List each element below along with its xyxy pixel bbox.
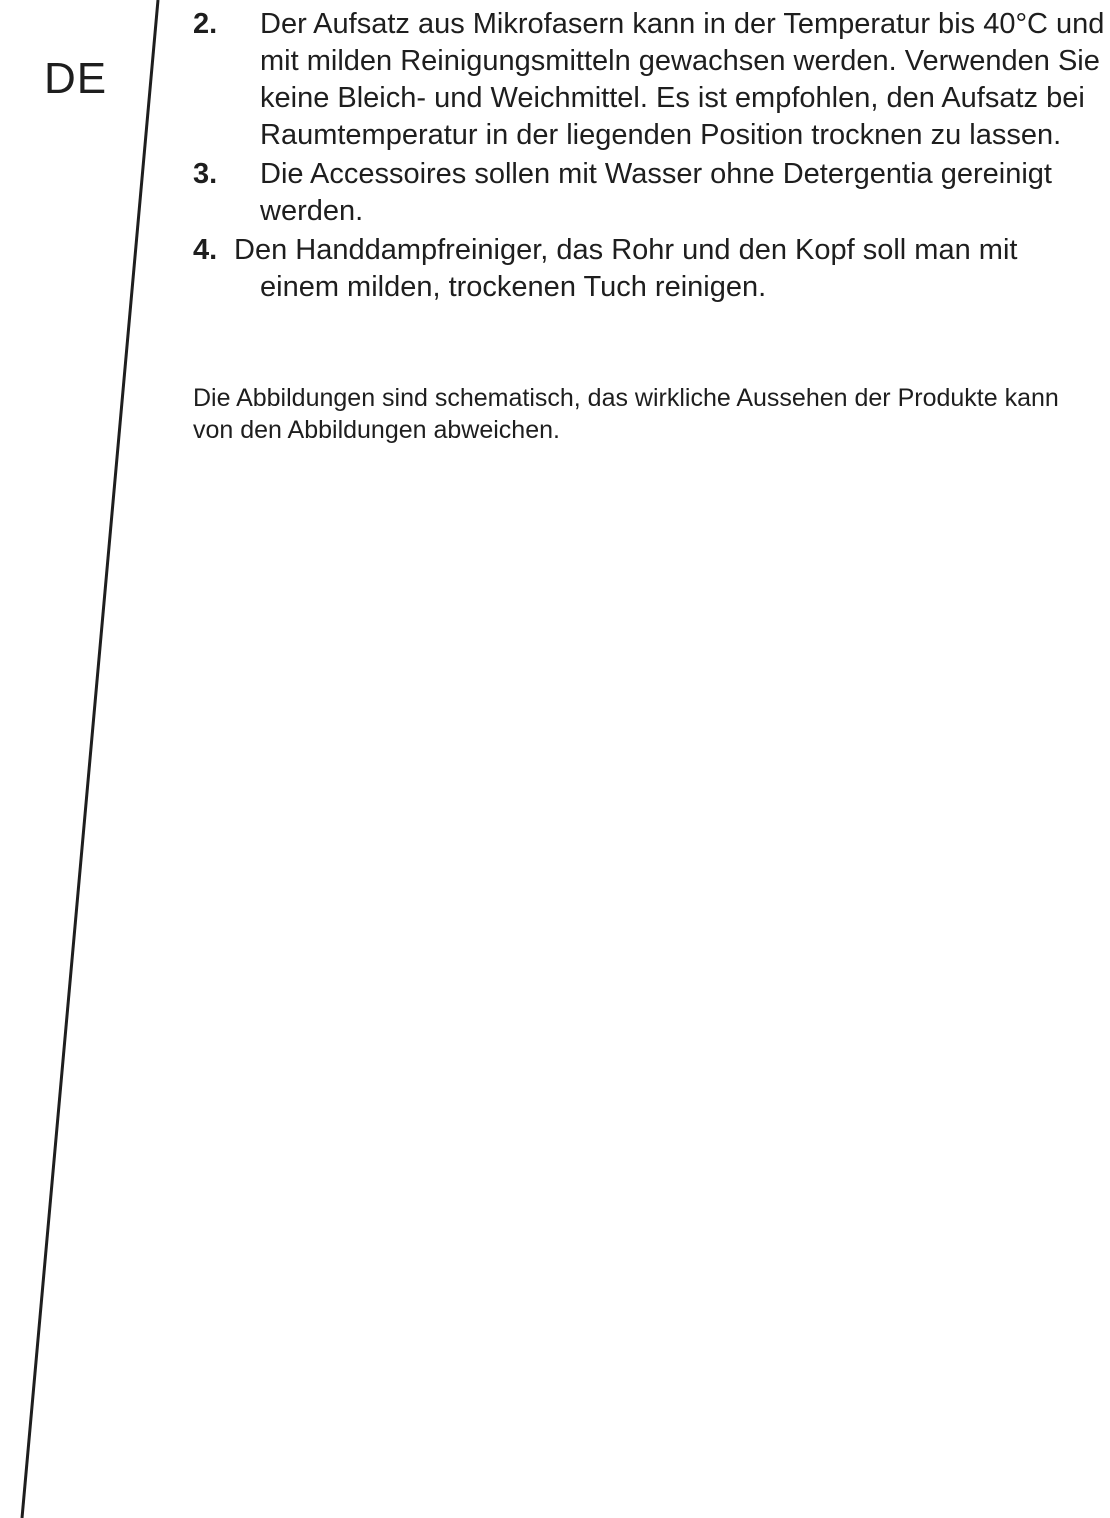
instruction-number: 4. bbox=[193, 234, 218, 266]
diagonal-divider-line bbox=[0, 0, 200, 1518]
instruction-item-3 bbox=[193, 156, 1105, 230]
instruction-number: 2. bbox=[193, 8, 218, 40]
instruction-text-rest: einem milden, trockenen Tuch reinigen. bbox=[260, 271, 767, 303]
instruction-number: 3. bbox=[193, 158, 218, 190]
instruction-text-first-line: Den Handdampfreiniger, das Rohr und den Kopf soll man mit bbox=[234, 234, 1018, 266]
instruction-text: Die Accessoires sollen mit Wasser ohne Detergentia gereinigt werden. bbox=[260, 158, 1052, 227]
instruction-text bbox=[234, 232, 1105, 306]
instruction-item-2 bbox=[193, 6, 1105, 154]
cleaning-instructions-list bbox=[193, 6, 1105, 308]
illustration-disclaimer: Die Abbildungen sind schematisch, das wirkliche Aussehen der Produkte kann von den Abbildungen abweichen. bbox=[193, 384, 1059, 444]
instruction-item-4 bbox=[193, 232, 1105, 306]
language-code-label: DE bbox=[44, 54, 108, 103]
divider-stroke bbox=[22, 0, 158, 1518]
instruction-text: Der Aufsatz aus Mikrofasern kann in der Temperatur bis 40°C und mit milden Reinigungsmitteln gewachsen werden. Verwenden Sie keine Bleich- und Weichmittel. Es ist empfohlen, den Aufsatz bei Raumtemperatur in der liegenden Position trocknen zu lassen. bbox=[260, 8, 1105, 151]
